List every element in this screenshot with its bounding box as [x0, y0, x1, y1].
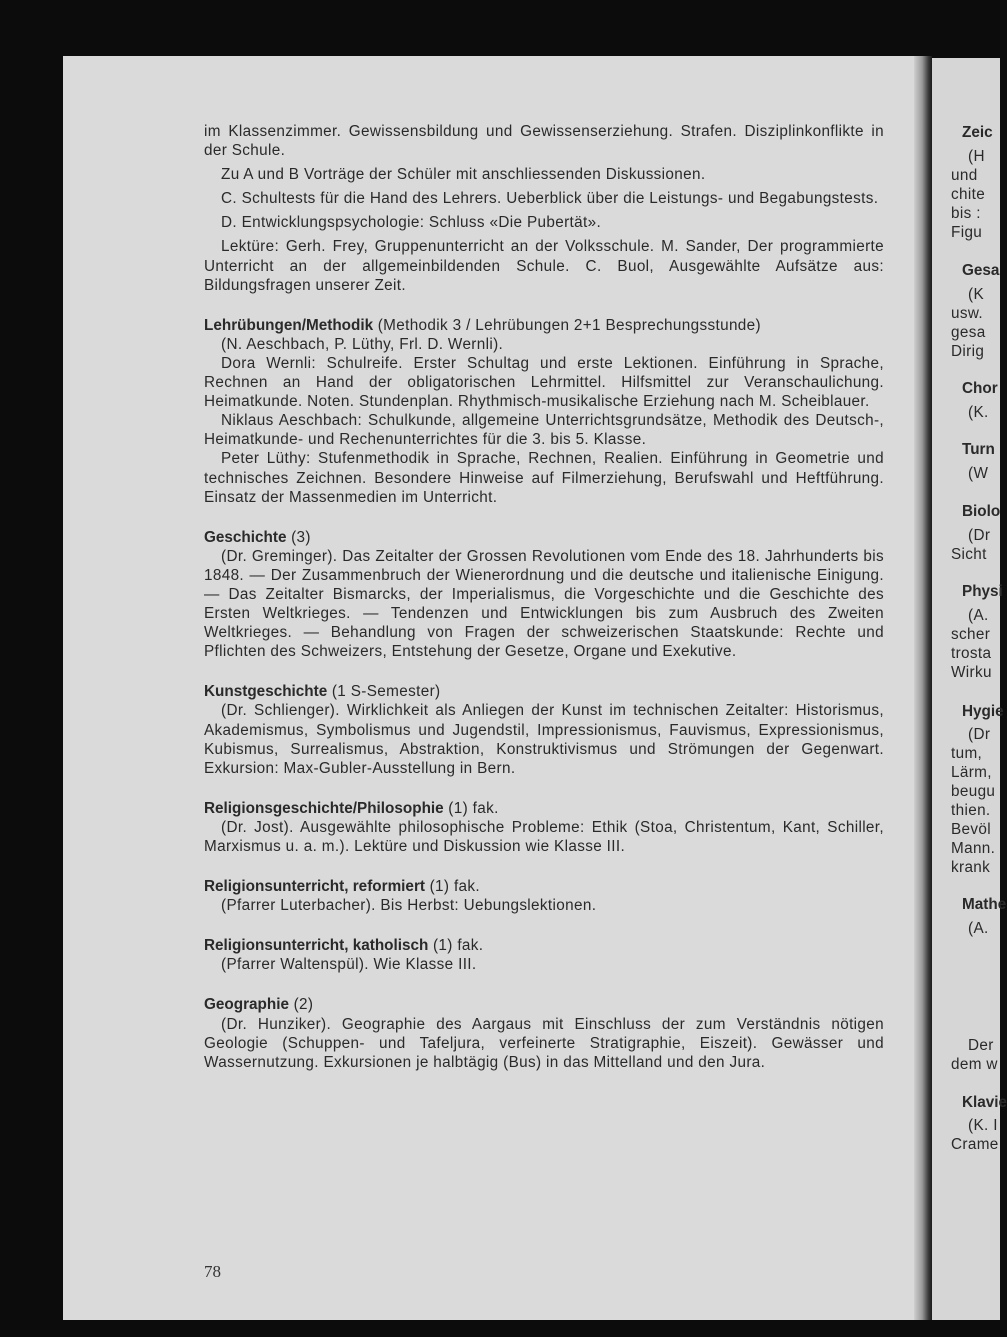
section-title: Religionsgeschichte/Philosophie [204, 799, 444, 817]
intro-paragraph: Zu A und B Vorträge der Schüler mit anschliessenden Diskussionen. [221, 166, 706, 184]
right-page-fragment: Crame [951, 1136, 999, 1153]
right-page-fragment: usw. [951, 305, 984, 322]
right-page-fragment: scher [951, 626, 991, 643]
right-page-fragment: chite [951, 186, 986, 203]
right-page-fragment: Klavie [962, 1094, 1007, 1111]
section-meta: (1) fak. [443, 799, 499, 817]
right-page-fragment: tum, [951, 745, 983, 762]
section-heading [204, 316, 884, 335]
left-page [63, 56, 923, 1320]
right-page-fragment: (K. [968, 404, 989, 421]
right-page-fragment: dem w [951, 1056, 998, 1073]
intro-paragraph: Lektüre: Gerh. Frey, Gruppenunterricht an der Volksschule. M. Sander, Der programmierte Unterricht an der allgemeinbildenden Schule. C. Buol, Ausgewählte Aufsätze aus: Bildungsfragen unserer Zeit. [204, 238, 884, 294]
section-paragraph: (Pfarrer Luterbacher). Bis Herbst: Uebungslektionen. [221, 897, 597, 915]
right-page-fragment: Der [968, 1037, 994, 1054]
section-meta: (2) [289, 996, 314, 1014]
section-heading [204, 682, 884, 701]
section-paragraph: (Dr. Hunziker). Geographie des Aargaus mit Einschluss der zum Verständnis nötigen Geologie (Schuppen- und Tafeljura, verfeinerte Stratigraphie, Eiszeit). Gewässer und Wassernutzung. Exkursionen je halbtägig (Bus) in das Mittelland und den Jura. [204, 1015, 884, 1071]
section-religionsgeschichte [204, 799, 884, 856]
right-page-fragment: Bevöl [951, 821, 992, 838]
section-title: Geographie [204, 996, 289, 1014]
section-meta: (3) [286, 528, 311, 546]
section-meta: (1) fak. [428, 937, 484, 955]
section-meta: (1 S-Semester) [327, 683, 441, 701]
intro-paragraph: C. Schultests für die Hand des Lehrers. Ueberblick über die Leistungs- und Begabungstests. [221, 190, 879, 208]
right-page-fragment: Dirig [951, 343, 985, 360]
right-page-fragment: Zeic [962, 124, 993, 141]
right-page-fragment: trosta [951, 645, 992, 662]
section-title: Lehrübungen/Methodik [204, 316, 374, 334]
right-page-fragment: (K. I [968, 1117, 998, 1134]
right-page-fragment: Figu [951, 224, 983, 241]
right-page-fragment: und [951, 167, 978, 184]
intro-paragraph: im Klassenzimmer. Gewissensbildung und Gewissenserziehung. Strafen. Disziplinkonflikte in der Schule. [204, 123, 884, 160]
section-heading [204, 877, 884, 896]
section-heading [204, 799, 884, 818]
right-page-fragment: Gesa [962, 262, 1000, 279]
right-page-fragment: bis : [951, 205, 981, 222]
right-page-fragment: Chor [962, 380, 998, 397]
section-heading [204, 936, 884, 955]
right-page-fragment: (Dr [968, 726, 991, 743]
section-paragraph: (N. Aeschbach, P. Lüthy, Frl. D. Wernli). [221, 335, 504, 353]
section-religion-reformiert [204, 877, 884, 915]
right-page-fragment: (H [968, 148, 985, 165]
section-title: Religionsunterricht, reformiert [204, 878, 425, 896]
section-paragraph: Dora Wernli: Schulreife. Erster Schultag und erste Lektionen. Einführung in Sprache, Rechnen an Hand der obligatorischen Lehrmittel. Hilfsmittel zur Veranschaulichung. Heimatkunde. Noten. Stundenplan. Rhythmisch-musikalische Erziehung nach M. Scheiblauer. [204, 354, 884, 411]
right-page-fragment: gesa [951, 324, 986, 341]
section-paragraph: Niklaus Aeschbach: Schulkunde, allgemeine Unterrichtsgrundsätze, Methodik des Deutsch-, Heimatkunde- und Rechenunterrichtes für die 3. bis 5. Klasse. [204, 412, 884, 449]
book-gutter [914, 56, 932, 1320]
section-title: Geschichte [204, 528, 287, 546]
right-page-fragment: Physi [962, 583, 1003, 600]
page-body [204, 122, 884, 1072]
right-page-fragment: beugu [951, 783, 996, 800]
right-page-fragment: (A. [968, 920, 989, 937]
right-page-fragment: (Dr [968, 527, 991, 544]
section-lehruebungen [204, 316, 884, 507]
intro-paragraph: D. Entwicklungspsychologie: Schluss «Die Pubertät». [221, 214, 602, 232]
right-page-fragment: Wirku [951, 664, 992, 681]
right-page-fragment: (K [968, 286, 984, 303]
section-paragraph: (Dr. Jost). Ausgewählte philosophische Probleme: Ethik (Stoa, Christentum, Kant, Schiller, Marxismus u. a. m.). Lektüre und Diskussion wie Klasse III. [204, 818, 884, 855]
section-title: Religionsunterricht, katholisch [204, 937, 429, 955]
section-paragraph: (Dr. Greminger). Das Zeitalter der Grossen Revolutionen vom Ende des 18. Jahrhunderts bis 1848. — Der Zusammenbruch der Wienerordnung und die deutsche und italienische Einigung. — Das Zeitalter Bismarcks, der Imperialismus, die Vorgeschichte und die Geschichte des Ersten Weltkrieges. — Tendenzen und Entwicklungen bis zum Ausbruch des Zweiten Weltkrieges. — Behandlung von Fragen der schweizerischen Staatskunde: Rechte und Pflichten des Schweizers, Entstehung der Gesetze, Organe und Exekutive. [204, 547, 884, 661]
right-page [932, 58, 1007, 1320]
section-geschichte [204, 528, 884, 662]
section-heading [204, 995, 884, 1014]
section-meta: (Methodik 3 / Lehrübungen 2+1 Besprechungsstunde) [373, 316, 761, 334]
right-page-fragment: Turn [962, 441, 995, 458]
right-page-fragment: Mathe [962, 896, 1007, 913]
right-page-fragment: Biolo [962, 503, 1001, 520]
right-page-fragment: Hygie [962, 703, 1004, 720]
right-page-fragment: (A. [968, 607, 989, 624]
section-title: Kunstgeschichte [204, 683, 328, 701]
section-geographie [204, 995, 884, 1071]
right-page-fragment: Lärm, [951, 764, 992, 781]
section-kunstgeschichte [204, 682, 884, 777]
right-page-fragment: Mann. [951, 840, 996, 857]
right-page-fragment: (W [968, 465, 989, 482]
page-number: 78 [204, 1262, 221, 1281]
section-paragraph: (Pfarrer Waltenspül). Wie Klasse III. [221, 956, 477, 974]
right-page-fragment: krank [951, 859, 991, 876]
section-paragraph: (Dr. Schlienger). Wirklichkeit als Anliegen der Kunst im technischen Zeitalter: Historismus, Akademismus, Symbolismus und Jugendstil, Impressionismus, Fauvismus, Expressionismus, Kubismus, Surrealismus, Abstraktion, Konstruktivismus und Strömungen der Gegenwart. Exkursion: Max-Gubler-Ausstellung in Bern. [204, 702, 884, 777]
section-religion-katholisch [204, 936, 884, 974]
right-page-fragment: Sicht [951, 546, 987, 563]
section-paragraph: Peter Lüthy: Stufenmethodik in Sprache, Rechnen, Realien. Einführung in Geometrie und technisches Zeichnen. Besondere Hinweise auf Filmerziehung, Berufswahl und Heftführung. Einsatz der Massenmedien im Unterricht. [204, 450, 884, 506]
right-page-fragment: thien. [951, 802, 991, 819]
section-heading [204, 528, 884, 547]
section-meta: (1) fak. [425, 878, 481, 896]
